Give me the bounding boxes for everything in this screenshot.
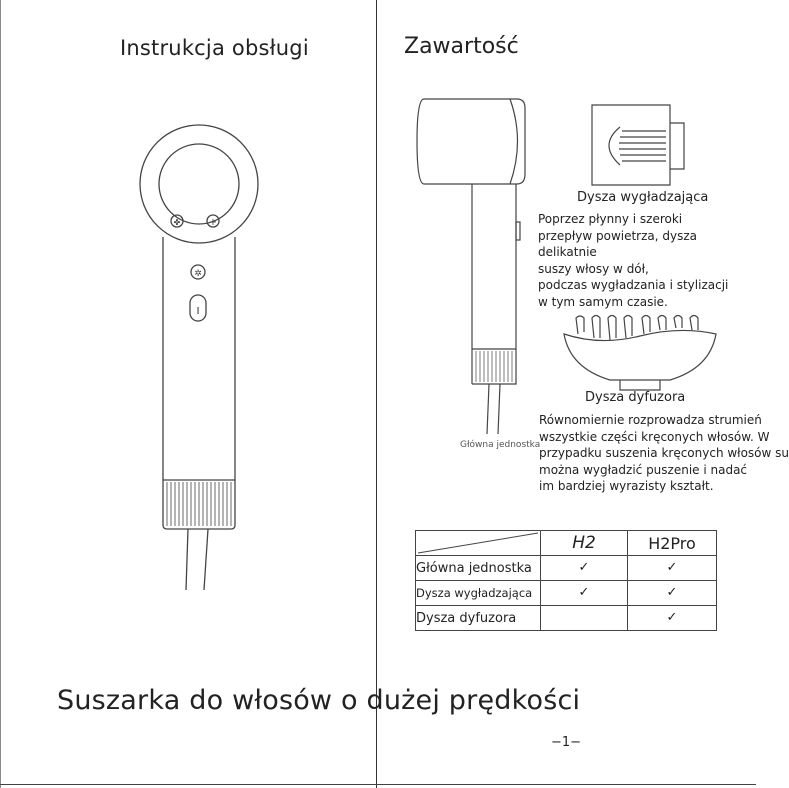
product-title: Suszarka do włosów o dużej prędkości xyxy=(57,685,581,716)
table-corner-cell xyxy=(416,531,541,556)
row-label: Dysza wygładzająca xyxy=(416,581,541,606)
svg-text:+: + xyxy=(208,217,218,228)
contents-title: Zawartość xyxy=(404,34,519,59)
manual-title: Instrukcja obsługi xyxy=(120,36,309,60)
header-h2: H2 xyxy=(541,531,628,556)
row-label: Główna jednostka xyxy=(416,556,541,581)
table-row xyxy=(416,556,717,581)
svg-text:✲: ✲ xyxy=(194,269,202,279)
desc-line: wszystkie części kręconych włosów. W xyxy=(539,429,770,444)
svg-text:✤: ✤ xyxy=(173,218,181,227)
desc-line: im bardziej wyrazisty kształt. xyxy=(539,479,714,493)
diffuser-name: Dysza dyfuzora xyxy=(585,390,686,405)
desc-line: podczas wygładzania i stylizacji xyxy=(538,278,729,292)
check-h2pro: ✓ xyxy=(628,556,717,581)
main-unit-illustration xyxy=(414,94,534,438)
page-edge-left xyxy=(0,0,1,788)
row-label: Dysza dyfuzora xyxy=(416,606,541,631)
smoothing-nozzle-name: Dysza wygładzająca xyxy=(577,190,709,205)
smoothing-nozzle-desc xyxy=(538,211,754,310)
diffuser-illustration xyxy=(560,310,720,392)
desc-line: w tym samym czasie. xyxy=(538,294,668,309)
check-h2: ✓ xyxy=(541,581,628,606)
desc-line: Równomiernie rozprowadza strumień xyxy=(539,413,762,427)
desc-line: można wygładzić puszenie i nadać xyxy=(539,462,748,477)
contents-table xyxy=(415,530,717,631)
smoothing-nozzle-illustration xyxy=(590,103,690,187)
check-h2 xyxy=(541,606,628,631)
table-header-row xyxy=(416,531,717,556)
main-unit-label: Główna jednostka xyxy=(460,440,541,450)
header-h2pro: H2Pro xyxy=(628,531,717,556)
desc-line: przypadku suszenia kręconych włosów su xyxy=(539,446,789,460)
diffuser-desc xyxy=(539,412,789,495)
check-h2pro: ✓ xyxy=(628,606,717,631)
diagonal-line xyxy=(416,531,540,555)
table-row xyxy=(416,581,717,606)
page-number: −1− xyxy=(551,735,582,750)
hair-dryer-illustration xyxy=(120,120,280,600)
desc-line: suszy włosy w dół, xyxy=(538,261,649,276)
desc-line: przepływ powietrza, dysza delikatnie xyxy=(538,228,698,259)
check-h2: ✓ xyxy=(541,556,628,581)
page-edge-bottom xyxy=(0,784,756,785)
page-divider xyxy=(376,0,377,788)
desc-line: Poprzez płynny i szeroki xyxy=(538,212,683,226)
table-row xyxy=(416,606,717,631)
check-h2pro: ✓ xyxy=(628,581,717,606)
svg-text:ı: ı xyxy=(196,303,200,317)
